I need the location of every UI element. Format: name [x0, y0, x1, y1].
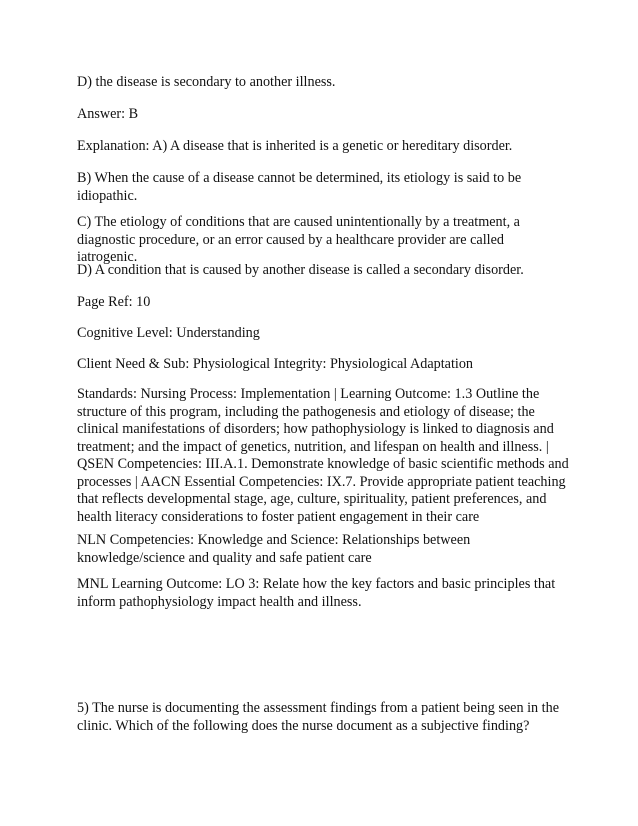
cognitive-level: Cognitive Level: Understanding: [77, 325, 260, 341]
mnl-learning-outcome: MNL Learning Outcome: LO 3: Relate how the key factors and basic principles that inform pathophysiology impact health and illness.: [77, 576, 556, 610]
question-5: 5) The nurse is documenting the assessment findings from a patient being seen in the clinic. Which of the following does the nurse document as a subjective finding?: [77, 700, 560, 734]
standards: Standards: Nursing Process: Implementation | Learning Outcome: 1.3 Outline the structure of this program, including the pathogenesis and etiology of disease; the clinical manifestations of disorders; how pathophysiology is linked to diagnosis and treatment; and the impact of genetics, nutrition, and lifespan on health and illness. | QSEN Competencies: III.A.1. Demonstrate knowledge of basic scientific methods and processes | AACN Essential Competencies: IX.7. Provide appropriate patient teaching that reflects developmental stage, age, culture, spirituality, patient preferences, and health literacy considerations to foster patient engagement in their care: [77, 386, 569, 525]
explanation-a: Explanation: A) A disease that is inherited is a genetic or hereditary disorder.: [77, 138, 513, 154]
answer-key: Answer: B: [77, 106, 139, 122]
explanation-d: D) A condition that is caused by another disease is called a secondary disorder.: [77, 262, 524, 278]
answer-option-d: D) the disease is secondary to another illness.: [77, 74, 336, 90]
nln-competencies: NLN Competencies: Knowledge and Science: Relationships between knowledge/science and quality and safe patient care: [77, 532, 471, 566]
explanation-c: C) The etiology of conditions that are caused unintentionally by a treatment, a diagnostic procedure, or an error caused by a healthcare provider are called iatrogenic.: [77, 214, 520, 265]
page-reference: Page Ref: 10: [77, 294, 151, 310]
client-need: Client Need & Sub: Physiological Integrity: Physiological Adaptation: [77, 356, 474, 372]
explanation-b: B) When the cause of a disease cannot be determined, its etiology is said to be idiopathic.: [77, 170, 522, 204]
